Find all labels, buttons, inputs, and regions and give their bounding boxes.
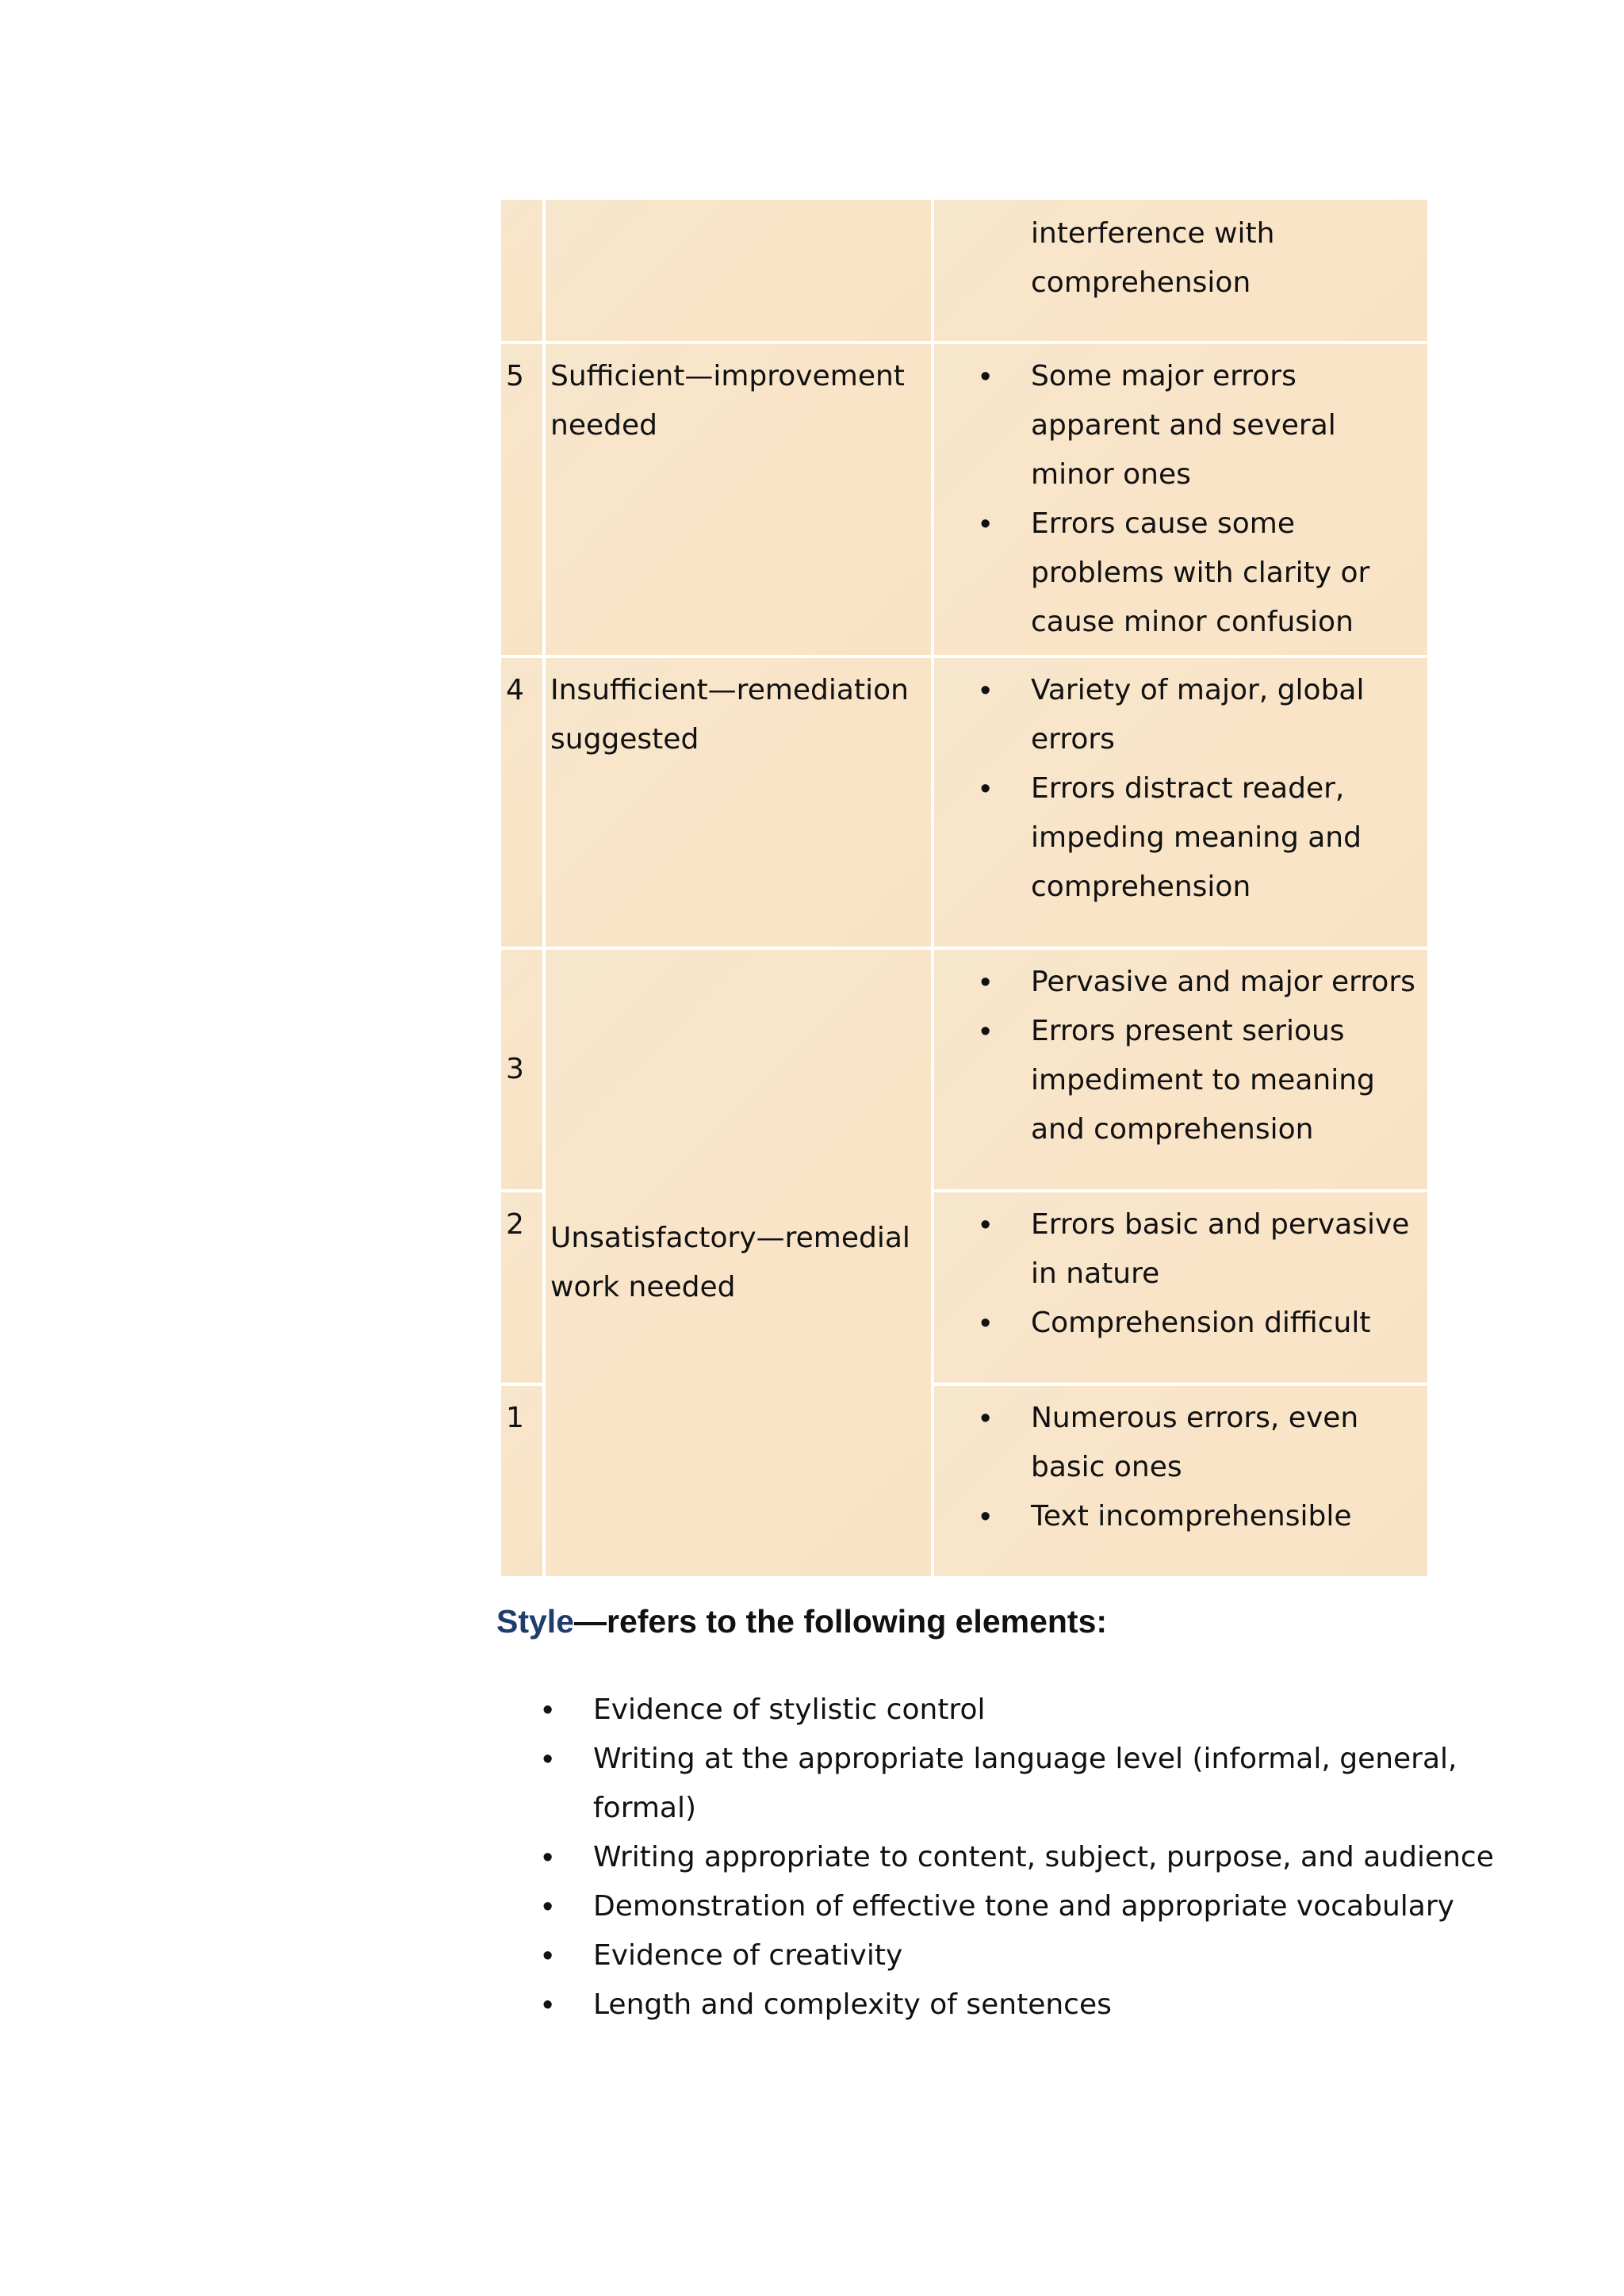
list-item: • Evidence of creativity [593,1931,1537,1980]
section-heading-rest: —refers to the following elements: [574,1603,1108,1640]
list-item: • Errors distract reader, impeding meaning and comprehension [1031,764,1427,912]
description-cell [933,656,1429,948]
list-item: • Writing at the appropriate language level (informal, general, formal) [593,1735,1537,1833]
table-row [500,342,1429,656]
score-cell: 2 [500,1191,544,1384]
score-cell: 3 [500,948,544,1191]
description-cell [933,198,1429,342]
score-cell: 5 [500,342,544,656]
level-cell: Unsatisfactory—remedial work needed [544,948,933,1578]
description-cell [933,948,1429,1191]
list-item: • Errors present serious impediment to meaning and comprehension [1031,1007,1427,1154]
list-item: • Demonstration of effective tone and appropriate vocabulary [593,1882,1537,1931]
style-elements-list [498,1686,1537,2030]
list-item: • Comprehension difficult [1031,1299,1427,1348]
rubric-table [498,197,1431,1579]
level-cell [544,198,933,342]
description-cell [933,1384,1429,1578]
level-cell: Insufficient—remediation suggested [544,656,933,948]
description-cell [933,342,1429,656]
description-list [934,958,1427,1154]
description-list [934,352,1427,647]
description-list [934,666,1427,912]
level-cell: Sufficient—improvement needed [544,342,933,656]
list-item: • Writing appropriate to content, subject, purpose, and audience [593,1833,1537,1882]
table-row [500,198,1429,342]
list-item: • Variety of major, global errors [1031,666,1427,764]
description-list [934,1200,1427,1348]
score-cell: 4 [500,656,544,948]
score-cell: 1 [500,1384,544,1578]
continued-description: interference with comprehension [1031,217,1275,299]
list-item: • Some major errors apparent and several minor ones [1031,352,1427,499]
list-item: • Pervasive and major errors [1031,958,1427,1007]
score-cell [500,198,544,342]
table-row [500,656,1429,948]
list-item: • Evidence of stylistic control [593,1686,1537,1735]
description-cell [933,1191,1429,1384]
description-list [934,1394,1427,1541]
table-row [500,948,1429,1191]
list-item: • Text incomprehensible [1031,1492,1427,1541]
section-keyword: Style [496,1603,574,1640]
list-item: • Errors cause some problems with clarity or cause minor confusion [1031,499,1427,647]
section-heading [496,1603,1107,1640]
list-item: • Length and complexity of sentences [593,1980,1537,2030]
list-item: • Numerous errors, even basic ones [1031,1394,1427,1492]
list-item: • Errors basic and pervasive in nature [1031,1200,1427,1299]
